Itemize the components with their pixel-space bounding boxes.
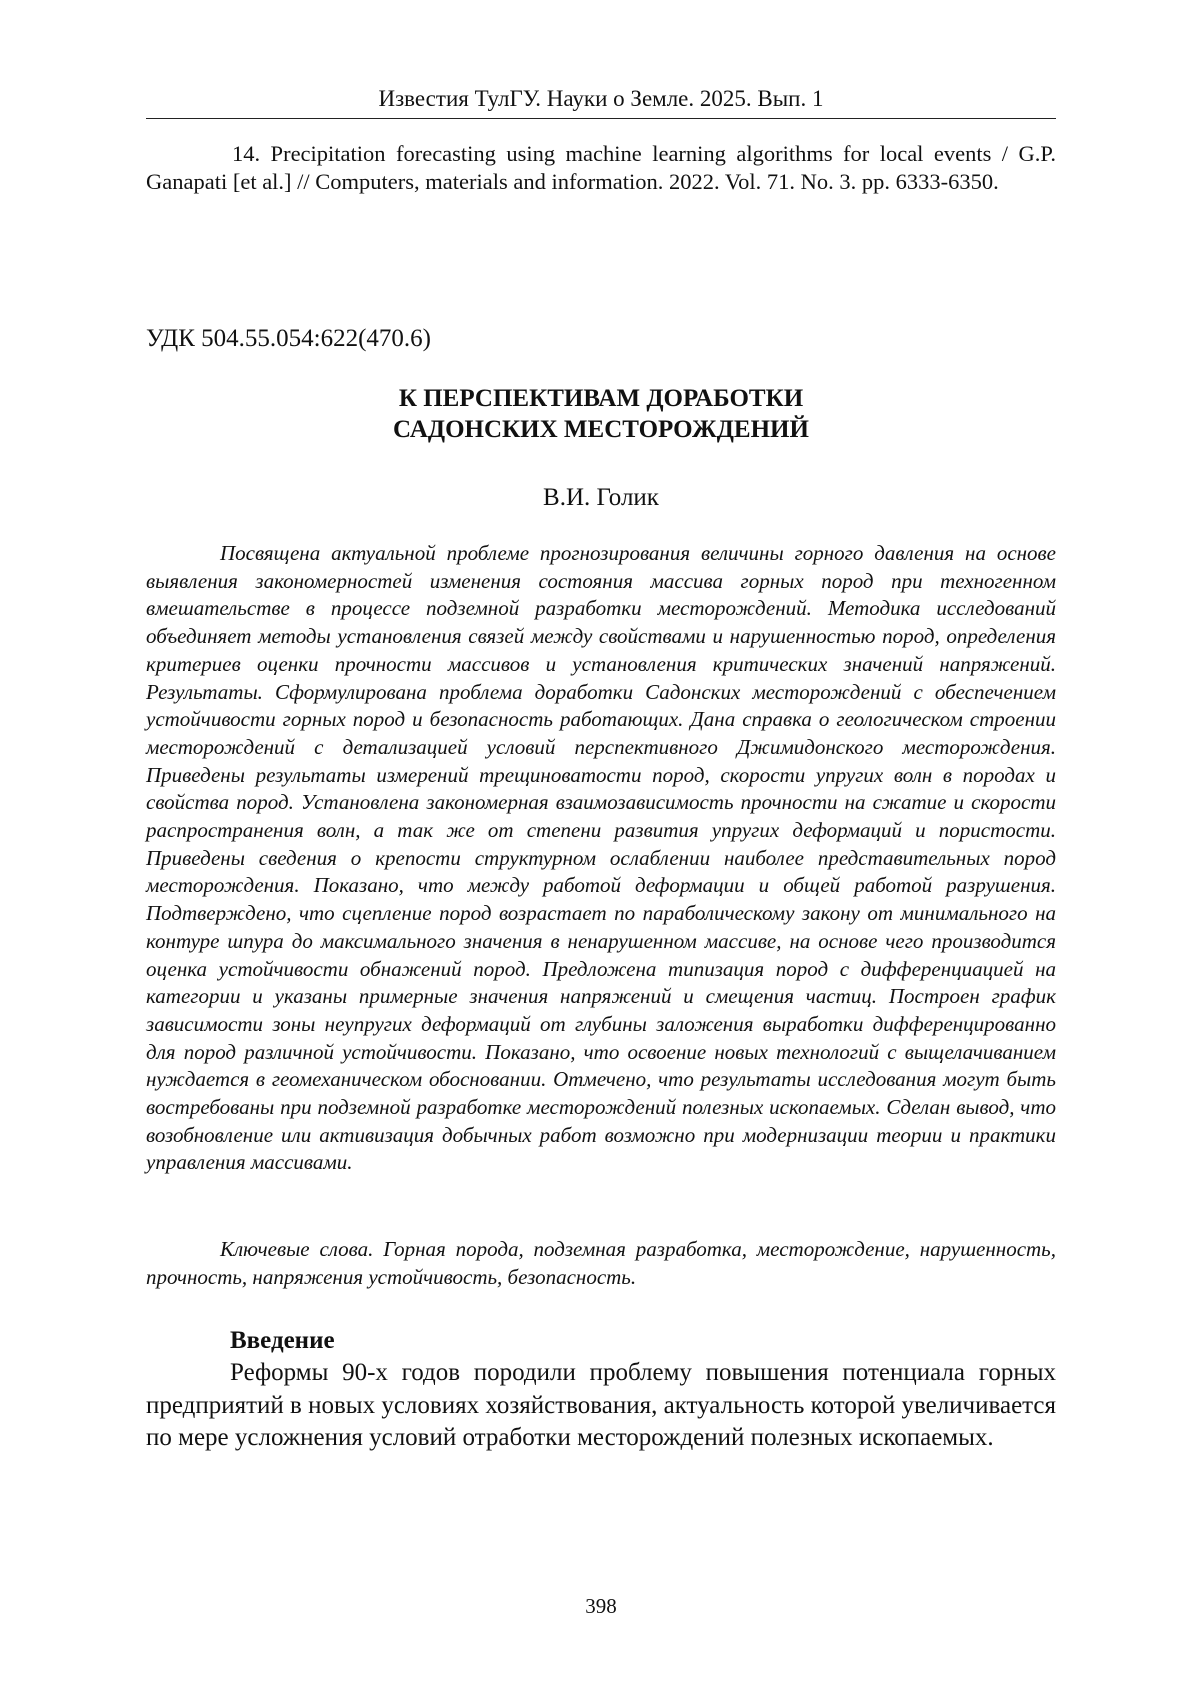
keywords: Ключевые слова. Горная порода, подземная разработка, месторождение, нарушенность, прочность, напряжения устойчивость, безопасность.: [146, 1237, 1056, 1289]
reference-item: 14. Precipitation forecasting using machine learning algorithms for local events / G.P. Ganapati [et al.] // Computers, materials and information. 2022. Vol. 71. No. 3. pp. 6333-6350.: [146, 141, 1056, 194]
section-heading-introduction: Введение: [230, 1327, 335, 1354]
article-author: В.И. Голик: [543, 484, 659, 511]
article-title-line-2: САДОНСКИХ МЕСТОРОЖДЕНИЙ: [393, 416, 809, 443]
article-title-line-1: К ПЕРСПЕКТИВАМ ДОРАБОТКИ: [398, 385, 804, 412]
header-divider: [146, 118, 1056, 119]
page-number: 398: [585, 1594, 617, 1618]
abstract: Посвящена актуальной проблеме прогнозирования величины горного давления на основе выявления закономерностей изменения состояния массива горных пород при техногенном вмешательстве в процессе подземной разработки месторождений. Методика исследований объединяет методы установления связей между свойствами и нарушенностью пород, определения критериев оценки прочности массивов и установления критических значений напряжений. Результаты. Сформулирована проблема доработки Садонских месторождений с обеспечением устойчивости горных пород и безопасность работающих. Дана справка о геологическом строении месторождений с детализацией условий перспективного Джимидонского месторождения. Приведены результаты измерений трещиноватости пород, скорости упругих волн в породах и свойства пород. Установлена закономерная взаимозависимость прочности на сжатие и скорости распространения волн, а так же от степени развития упругих деформаций и пористости. Приведены сведения о крепости структурном ослаблении наиболее представительных пород месторождения. Показано, что между работой деформации и общей работой разрушения. Подтверждено, что сцепление пород возрастает по параболическому закону от минимального на контуре шпура до максимального значения в ненарушенном массиве, на основе чего производится оценка устойчивости обнажений пород. Предложена типизация пород с дифференциацией на категории и указаны примерные значения напряжений и смещения частиц. Построен график зависимости зоны неупругих деформаций от глубины заложения выработки дифференцированно для пород различной устойчивости. Показано, что освоение новых технологий с выщелачиванием нуждается в геомеханическом обосновании. Отмечено, что результаты исследования могут быть востребованы при подземной разработке месторождений полезных ископаемых. Сделан вывод, что возобновление или активизация добычных работ возможно при модернизации теории и практики управления массивами.: [146, 541, 1056, 1175]
udk-code: УДК 504.55.054:622(470.6): [146, 325, 431, 352]
running-header: Известия ТулГУ. Науки о Земле. 2025. Вып. 1: [378, 86, 824, 111]
article-title: [146, 383, 1056, 445]
introduction-paragraph: Реформы 90-х годов породили проблему повышения потенциала горных предприятий в новых условиях хозяйствования, актуальность которой увеличивается по мере усложнения условий отработки месторождений полезных ископаемых.: [146, 1359, 1056, 1451]
